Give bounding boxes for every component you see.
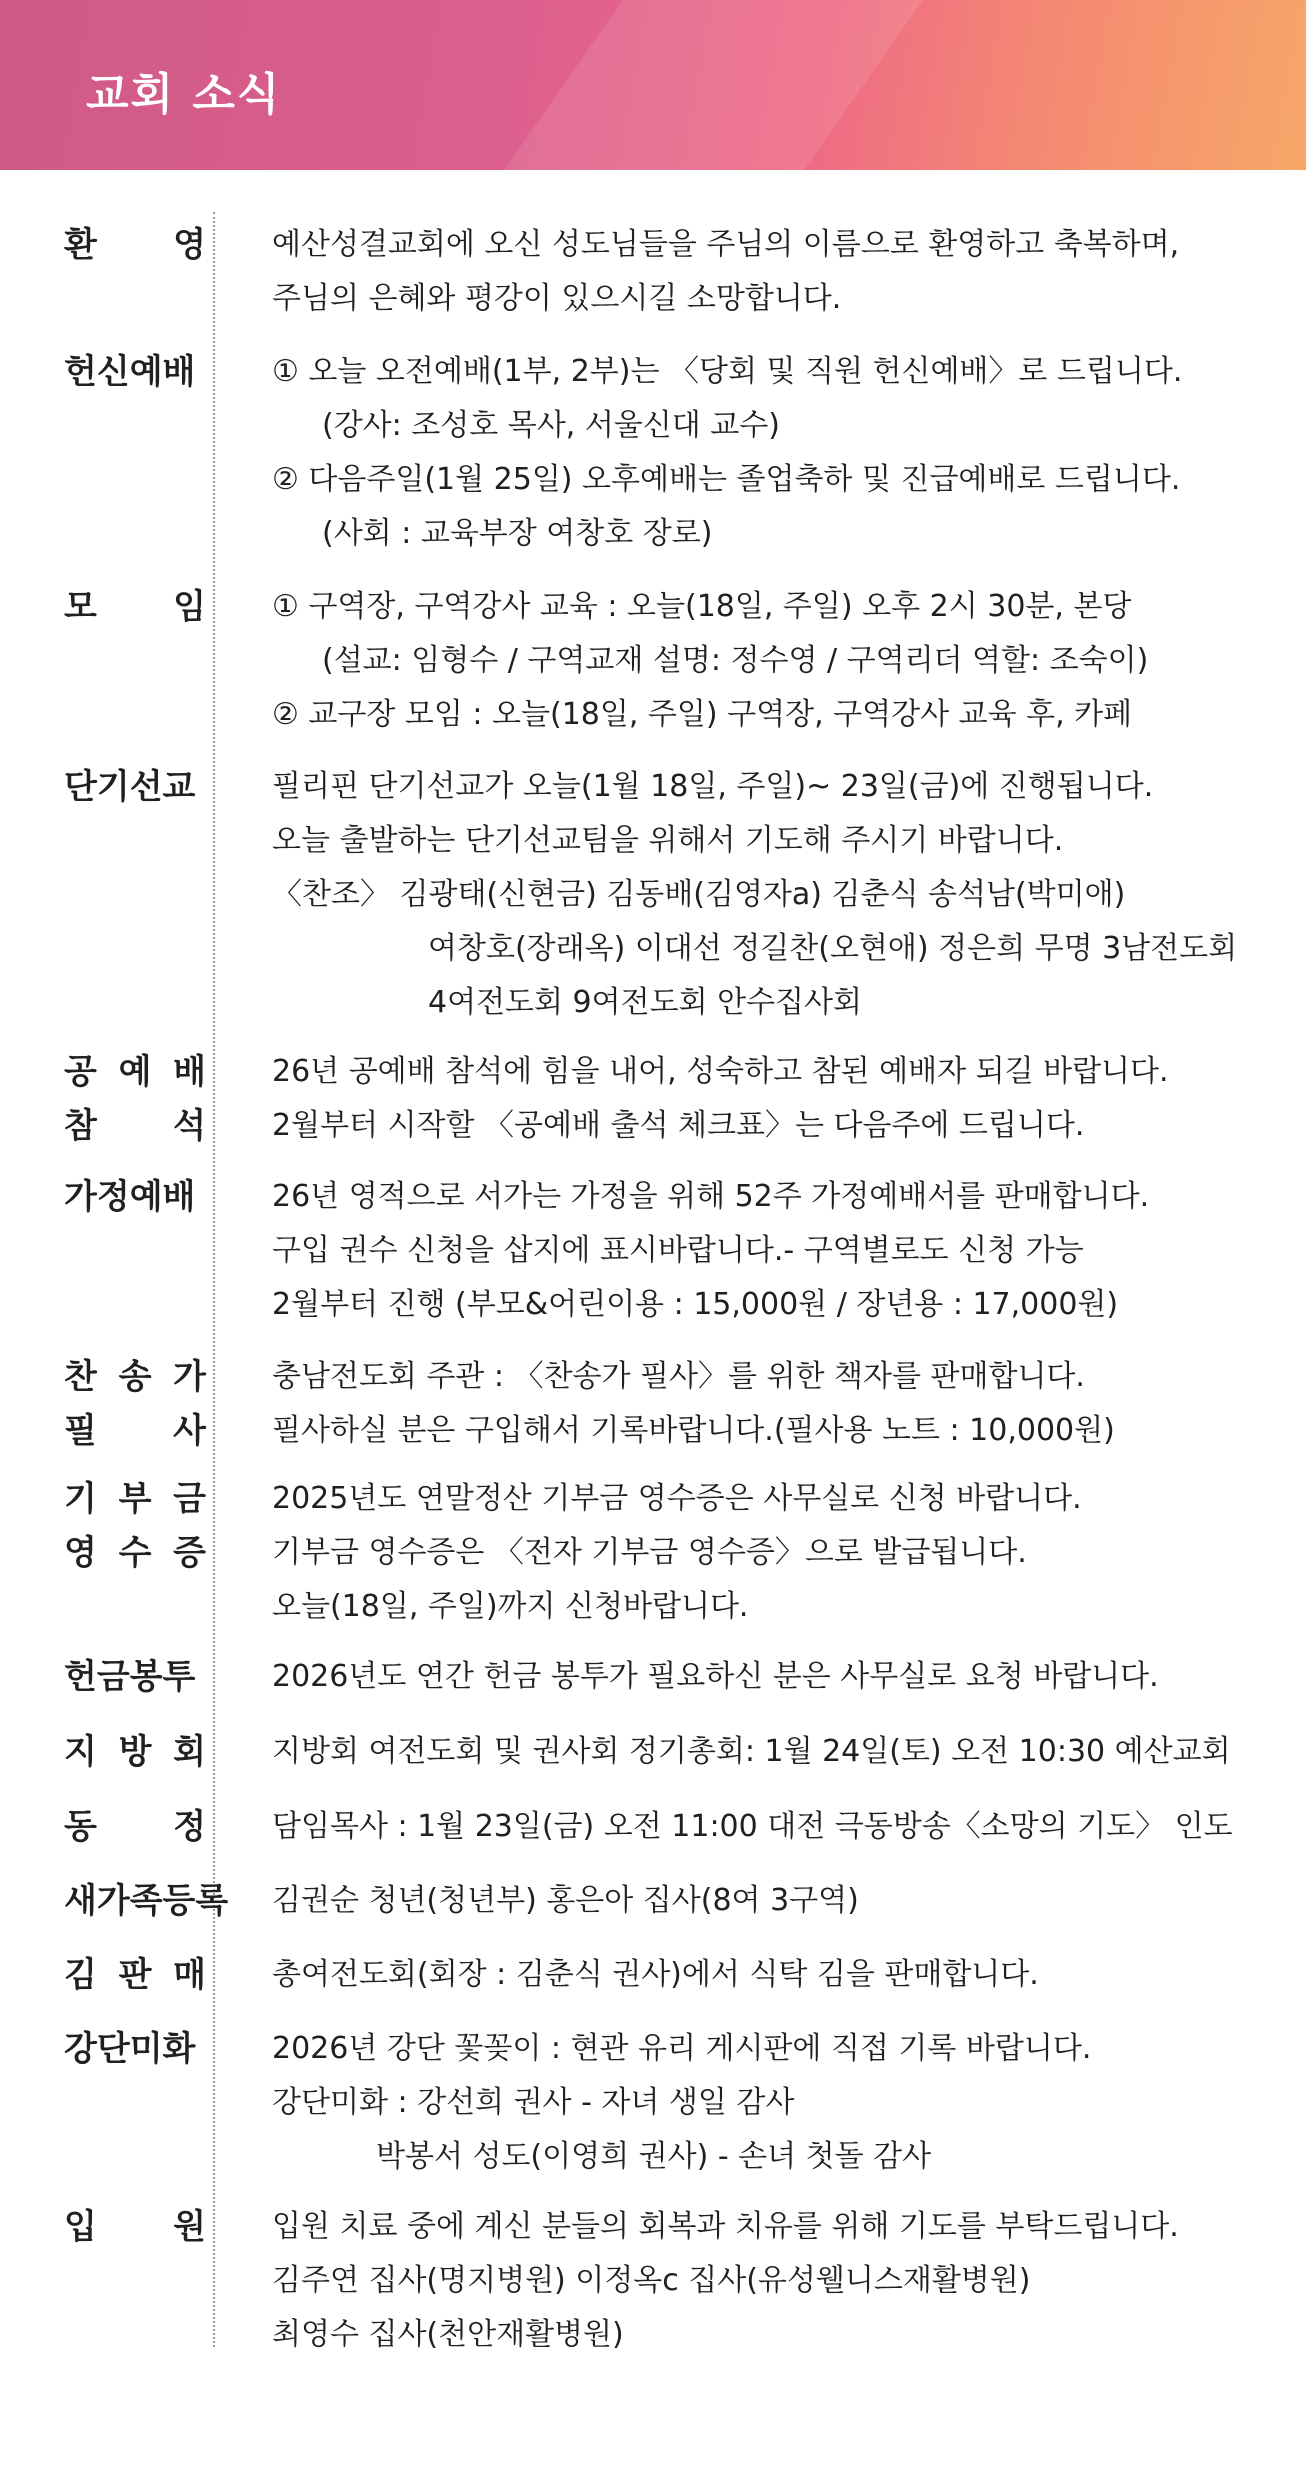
news-label [64,1350,206,1458]
news-line: 총여전도회(회장 : 김춘식 권사)에서 식탁 김을 판매합니다. [272,1957,1039,1992]
news-content [272,1800,1282,1854]
news-content [272,218,1282,326]
news-line: 김주연 집사(명지병원) 이정옥c 집사(유성웰니스재활병원) [272,2263,1031,2298]
news-content [272,1650,1282,1704]
column-divider [213,212,215,2347]
header-banner [0,0,1306,170]
news-line: 기부금 영수증은 〈전자 기부금 영수증〉으로 발급됩니다. [272,1535,1027,1570]
news-content [272,1350,1282,1458]
news-line: 필리핀 단기선교가 오늘(1월 18일, 주일)~ 23일(금)에 진행됩니다. [272,769,1154,804]
news-line: 오늘 출발하는 단기선교팀을 위해서 기도해 주시기 바랍니다. [272,823,1064,858]
news-line: 2026년 강단 꽃꽂이 : 현관 유리 게시판에 직접 기록 바랍니다. [272,2031,1092,2066]
news-label-line: 입 원 [64,2207,206,2247]
news-line: 주님의 은혜와 평강이 있으시길 소망합니다. [272,281,842,316]
news-line: 여창호(장래옥) 이대선 정길찬(오현애) 정은희 무명 3남전도회 [428,931,1238,966]
news-line: (사회 : 교육부장 여창호 장로) [322,516,713,551]
news-label-line: 기 부 금 [64,1479,206,1519]
news-line: 지방회 여전도회 및 권사회 정기총회: 1월 24일(토) 오전 10:30 예산교회 [272,1734,1231,1769]
news-label-line: 공 예 배 [64,1052,206,1092]
news-line: ② 교구장 모임 : 오늘(18일, 주일) 구역장, 구역강사 교육 후, 카페 [272,697,1133,732]
news-label-line: 가정예배 [64,1177,196,1217]
news-line: 박봉서 성도(이영희 권사) - 손녀 첫돌 감사 [376,2139,932,2174]
page-title: 교회 소식 [86,69,282,120]
news-content [272,2200,1282,2362]
news-line: ① 구역장, 구역강사 교육 : 오늘(18일, 주일) 오후 2시 30분, 본당 [272,589,1132,624]
news-label-line: 영 수 증 [64,1533,206,1573]
news-content [272,1045,1282,1153]
news-line: 담임목사 : 1월 23일(금) 오전 11:00 대전 극동방송〈소망의 기도〉 인도 [272,1809,1233,1844]
news-label-line: 새가족등록 [64,1881,229,1921]
news-label-line: 환 영 [64,225,206,265]
news-line: 김권순 청년(청년부) 홍은아 집사(8여 3구역) [272,1883,859,1918]
news-label-line: 지 방 회 [64,1732,206,1772]
news-label [64,1800,206,1854]
news-content [272,1170,1282,1332]
news-line: 최영수 집사(천안재활병원) [272,2317,624,2352]
news-line: 〈찬조〉 김광태(신현금) 김동배(김영자a) 김춘식 송석남(박미애) [272,877,1126,912]
news-line: (설교: 임형수 / 구역교재 설명: 정수영 / 구역리더 역할: 조숙이) [322,643,1149,678]
news-label-line: 강단미화 [64,2029,196,2069]
news-content [272,760,1282,1030]
news-line: 2월부터 진행 (부모&어린이용 : 15,000원 / 장년용 : 17,000원) [272,1287,1119,1322]
news-label [64,580,206,634]
news-line: 오늘(18일, 주일)까지 신청바랍니다. [272,1589,749,1624]
news-line: 구입 권수 신청을 삽지에 표시바랍니다.- 구역별로도 신청 가능 [272,1233,1084,1268]
news-line: 26년 영적으로 서가는 가정을 위해 52주 가정예배서를 판매합니다. [272,1179,1150,1214]
news-line: 강단미화 : 강선희 권사 - 자녀 생일 감사 [272,2085,795,2120]
news-label-line: 모 임 [64,587,206,627]
news-label [64,2022,206,2076]
news-line: 2026년도 연간 헌금 봉투가 필요하신 분은 사무실로 요청 바랍니다. [272,1659,1159,1694]
news-label [64,1948,206,2002]
news-content [272,1948,1282,2002]
news-label [64,1170,206,1224]
news-label-line: 김 판 매 [64,1955,206,1995]
news-label-line: 단기선교 [64,767,196,807]
news-label [64,345,206,399]
news-line: 26년 공예배 참석에 힘을 내어, 성숙하고 참된 예배자 되길 바랍니다. [272,1054,1169,1089]
news-line: ① 오늘 오전예배(1부, 2부)는 〈당회 및 직원 헌신예배〉로 드립니다. [272,354,1183,389]
news-label-line: 헌금봉투 [64,1657,196,1697]
news-content [272,2022,1282,2184]
news-line: 충남전도회 주관 : 〈찬송가 필사〉를 위한 책자를 판매합니다. [272,1359,1085,1394]
news-content [272,345,1282,561]
news-content [272,1874,1282,1928]
news-label [64,1874,229,1928]
news-label [64,760,206,814]
news-label-line: 헌신예배 [64,352,196,392]
news-line: 2월부터 시작할 〈공예배 출석 체크표〉는 다음주에 드립니다. [272,1108,1085,1143]
news-label [64,1472,206,1580]
news-line: 2025년도 연말정산 기부금 영수증은 사무실로 신청 바랍니다. [272,1481,1082,1516]
news-line: 예산성결교회에 오신 성도님들을 주님의 이름으로 환영하고 축복하며, [272,227,1180,262]
news-label [64,218,206,272]
news-content [272,1472,1282,1634]
news-label [64,1650,206,1704]
news-content [272,1725,1282,1779]
news-label-line: 참 석 [64,1106,206,1146]
news-label-line: 필 사 [64,1411,206,1451]
news-line: 4여전도회 9여전도회 안수집사회 [428,985,862,1020]
news-label [64,1045,206,1153]
news-line: 필사하실 분은 구입해서 기록바랍니다.(필사용 노트 : 10,000원) [272,1413,1115,1448]
news-line: 입원 치료 중에 계신 분들의 회복과 치유를 위해 기도를 부탁드립니다. [272,2209,1179,2244]
news-label [64,2200,206,2254]
news-label-line: 찬 송 가 [64,1357,206,1397]
news-label-line: 동 정 [64,1807,206,1847]
news-label [64,1725,206,1779]
news-line: (강사: 조성호 목사, 서울신대 교수) [322,408,780,443]
news-content [272,580,1282,742]
news-line: ② 다음주일(1월 25일) 오후예배는 졸업축하 및 진급예배로 드립니다. [272,462,1181,497]
